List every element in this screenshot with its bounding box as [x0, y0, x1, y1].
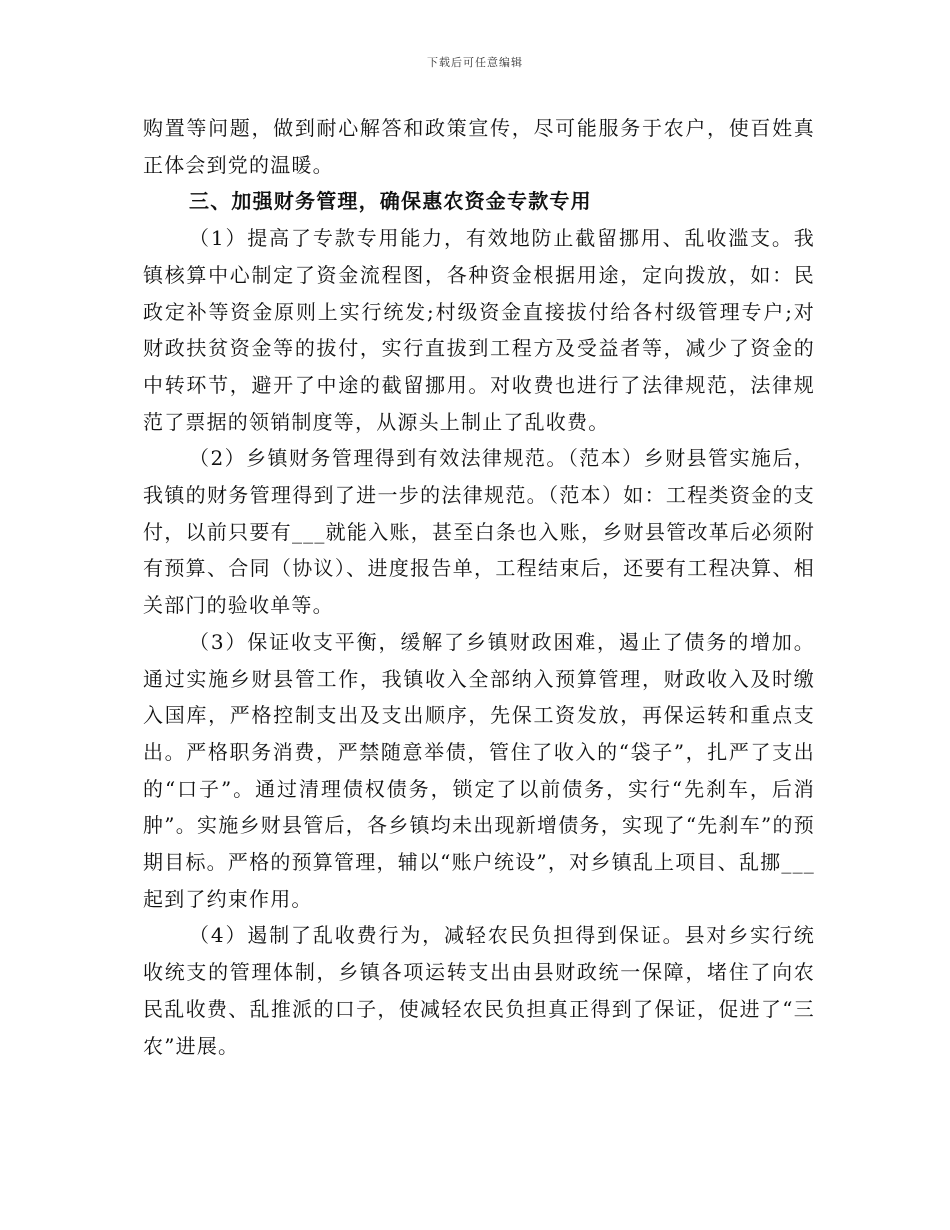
- paragraph-3: （3）保证收支平衡，缓解了乡镇财政困难，遏止了债务的增加。通过实施乡财县管工作，我镇收入全部纳入预算管理，财政收入及时缴入国库，严格控制支出及支出顺序，先保工资发放，再保运转和重点支出。严格职务消费，严禁随意举债，管住了收入的“袋子”，扎严了支出的“口子”。通过清理债权债务，锁定了以前债务，实行“先刹车，后消肿”。实施乡财县管后，各乡镇均未出现新增债务，实现了“先刹车”的预期目标。严格的预算管理，辅以“账户统设”，对乡镇乱上项目、乱挪___起到了约束作用。: [143, 629, 815, 911]
- paragraph-4: （4）遏制了乱收费行为，减轻农民负担得到保证。县对乡实行统收统支的管理体制，乡镇各项运转支出由县财政统一保障，堵住了向农民乱收费、乱推派的口子，使减轻农民负担真正得到了保证，促进了“三农”进展。: [143, 923, 815, 1058]
- paragraph-1: （1）提高了专款专用能力，有效地防止截留挪用、乱收滥支。我镇核算中心制定了资金流程图，各种资金根据用途，定向拨放，如：民政定补等资金原则上实行统发;村级资金直接拔付给各村级管理专户;对财政扶贫资金等的拔付，实行直拔到工程方及受益者等，减少了资金的中转环节，避开了中途的截留挪用。对收费也进行了法律规范，法律规范了票据的领销制度等，从源头上制止了乱收费。: [143, 226, 815, 434]
- paragraph-continuation: 购置等问题，做到耐心解答和政策宣传，尽可能服务于农户，使百姓真正体会到党的温暖。: [143, 116, 815, 177]
- document-body: [143, 110, 815, 1064]
- page-header: 下载后可任意编辑: [427, 56, 523, 69]
- paragraph-2: （2）乡镇财务管理得到有效法律规范。（范本）乡财县管实施后，我镇的财务管理得到了进一步的法律规范。（范本）如：工程类资金的支付，以前只要有___就能入账，甚至白条也入账，乡财县管改革后必须附有预算、合同（协议）、进度报告单，工程结束后，还要有工程决算、相关部门的验收单等。: [143, 446, 815, 618]
- section-heading: 三、加强财务管理，确保惠农资金专款专用: [189, 189, 592, 214]
